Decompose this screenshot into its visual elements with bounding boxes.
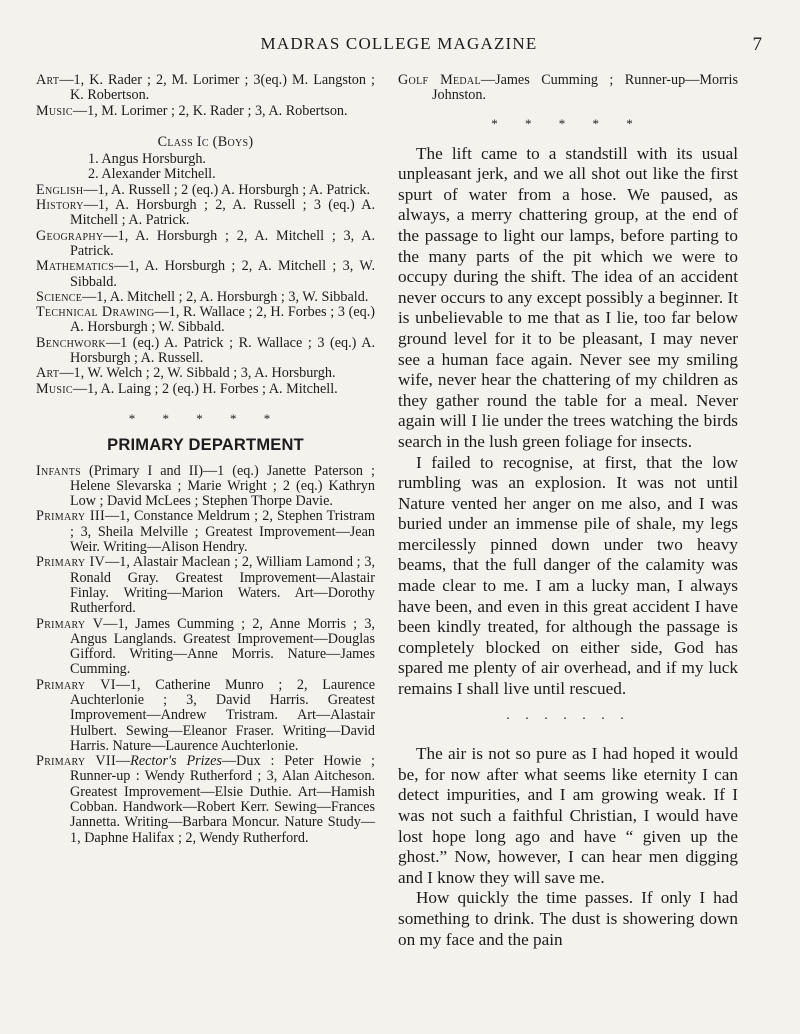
entry-label: Golf Medal [398, 72, 481, 88]
golf-medal-entry [398, 73, 738, 104]
entry-text: —1, A. Horsburgh ; 2, A. Russell ; 3 (eq.) A. Mitchell ; A. Patrick. [70, 197, 375, 229]
entry-text: —1, Constance Meldrum ; 2, Stephen Tristram ; 3, Sheila Melville ; Greatest Improvement—Jean Weir. Writing—Alison Hendry. [70, 508, 375, 556]
prize-entry [36, 382, 375, 397]
page-number: 7 [752, 34, 762, 55]
story-paragraph: How quickly the time passes. If only I had something to drink. The dust is showering down on my face and the pain [398, 888, 738, 949]
entry-text: —1, M. Lorimer ; 2, K. Rader ; 3, A. Robertson. [72, 102, 348, 119]
entry-text: —1, A. Russell ; 2 (eq.) A. Horsburgh ; A. Patrick. [83, 181, 371, 198]
prize-entry [36, 229, 375, 260]
entry-text: —1, A. Laing ; 2 (eq.) H. Forbes ; A. Mitchell. [72, 380, 338, 397]
entry-text: —1, W. Welch ; 2, W. Sibbald ; 3, A. Horsburgh. [59, 365, 336, 382]
prize-entry [36, 198, 375, 229]
prize-entry [36, 555, 375, 616]
prize-entry [36, 305, 375, 336]
story-paragraph: The air is not so pure as I had hoped it would be, for now after what seems like eternity I can detect impurities, and I am growing weak. If I was not such a faithful Christian, I would have lost hope long ago and have “ given up the ghost.” Now, however, I can hear men digging and I know they will save me. [398, 744, 738, 887]
entry-label: Benchwork [36, 334, 106, 351]
entry-label: Mathematics [36, 258, 115, 275]
ranked-name: 2. Alexander Mitchell. [88, 166, 216, 183]
entry-text: —1 (eq.) A. Patrick ; R. Wallace ; 3 (eq.) A. Horsburgh ; A. Russell. [70, 334, 375, 367]
entry-label: Technical Drawing [36, 304, 155, 321]
primary-entries [36, 464, 375, 846]
entry-label: Music [36, 102, 73, 119]
entry-label: Art [36, 72, 60, 88]
left-top-entries [36, 73, 375, 119]
prize-entry [36, 104, 375, 119]
prize-entry [36, 290, 375, 305]
prize-entry [36, 464, 375, 510]
entry-label: History [36, 197, 84, 214]
prize-entry [36, 366, 375, 381]
entry-label: Primary V [36, 615, 104, 632]
entry-text: —1, A. Horsburgh ; 2, A. Mitchell ; 3, W. Sibbald. [70, 258, 375, 290]
left-column [36, 73, 375, 846]
ranked-name: 1. Angus Horsburgh. [88, 151, 206, 168]
entry-text: —1, A. Horsburgh ; 2, A. Mitchell ; 3, A. Patrick. [70, 227, 375, 259]
dotted-break: . . . . . . . [506, 707, 630, 723]
primary-department-heading: PRIMARY DEPARTMENT [107, 436, 304, 455]
entry-label: Geography [36, 227, 104, 244]
entry-text: —1, James Cumming ; 2, Anne Morris ; 3, Angus Langlands. Greatest Improvement—Douglas Gifford. Writing—Anne Morris. Nature—James Cumming. [70, 615, 375, 678]
prize-entry [36, 259, 375, 290]
entry-text: —1, Catherine Munro ; 2, Laurence Auchterlonie ; 3, David Harris. Greatest Improvement—Andrew Tristram. Art—Alastair Hulbert. Sewing—Eleanor Fraser. Writing—David Harris. Nature—Laurence Auchterlonie. [70, 676, 376, 754]
prize-entry [36, 678, 375, 754]
prize-entry [36, 336, 375, 367]
entry-text: —Dux : Peter Howie ; Runner-up : Wendy Rutherford ; 3, Alan Aitcheson. Greatest Improvement—Elsie Duthie. Art—Hamish Cobban. Handwork—Robert Kerr. Sewing—Frances Jannetta. Writing—Barbara Moncur. Nature Study—1, Daphne Halifax ; 2, Wendy Rutherford. [70, 753, 375, 846]
entry-label: Primary VI [36, 676, 116, 693]
entry-label: Infants [36, 462, 81, 479]
entry-italic: Rector's Prizes [130, 753, 222, 770]
entry-text: —James Cumming ; Runner-up—Morris Johnston. [432, 72, 738, 104]
prize-entry [36, 509, 375, 555]
entry-text: (Primary I and II)—1 (eq.) Janette Paterson ; Helene Slevarska ; Marie Wright ; 2 (eq.) Kathryn Low ; David McLees ; Stephen Thorpe Davie. [70, 462, 375, 510]
class-ic-entries [36, 183, 375, 397]
prize-entry: Primary VII—Rector's Prizes—Dux : Peter Howie ; Runner-up : Wendy Rutherford ; 3, Alan Aitcheson. Greatest Improvement—Elsie Duthie. Art—Hamish Cobban. Handwork—Robert Kerr. Sewing—Frances Jannetta. Writing—Barbara Moncur. Nature Study—1, Daphne Halifax ; 2, Wendy Rutherford. [36, 753, 375, 846]
entry-label: Science [36, 288, 83, 305]
entry-text: —1, Alastair Maclean ; 2, William Lamond ; 3, Ronald Gray. Greatest Improvement—Alastair Finlay. Writing—Marion Waters. Art—Dorothy Rutherford. [70, 554, 375, 617]
entry-label: Primary VII [36, 753, 116, 770]
prize-entry [36, 73, 375, 104]
class-ic-heading: Class Ic (Boys) [157, 133, 254, 150]
entry-text: —1, K. Rader ; 2, M. Lorimer ; 3(eq.) M. Langston ; K. Robertson. [59, 72, 375, 104]
section-divider-stars: * * * * * [128, 410, 283, 426]
page-header [36, 34, 762, 58]
magazine-title: MADRAS COLLEGE MAGAZINE [260, 34, 538, 53]
entry-label: Primary IV [36, 554, 106, 571]
prize-entry [36, 183, 375, 198]
entry-label: Art [36, 365, 60, 382]
right-column [398, 73, 738, 950]
entry-label: Music [36, 380, 73, 397]
entry-text: —1, R. Wallace ; 2, H. Forbes ; 3 (eq.) A. Horsburgh ; W. Sibbald. [70, 304, 375, 336]
story-text [398, 144, 738, 951]
prize-entry [36, 617, 375, 678]
story-paragraph: I failed to recognise, at first, that the low rumbling was an explosion. It was not until Nature vented her anger on me also, and I was buried under an immense pile of shale, my legs mercilessly pinned down under two heavy beams, that the full danger of the calamity was made clear to me. I am a lucky man, I always have been, and even in this great accident I have been kindly treated, for although the passage is completely blocked on either side, God has spared me plenty of air overhead, and if my luck remains I shall live until rescued. [398, 452, 738, 699]
section-divider-stars: * * * * * [491, 115, 645, 131]
entry-label: Primary III [36, 508, 105, 525]
entry-text: —1, A. Mitchell ; 2, A. Horsburgh ; 3, W. Sibbald. [82, 288, 369, 305]
story-paragraph: The lift came to a standstill with its usual unpleasant jerk, and we all shot out like the first spurt of water from a hose. We paused, as always, a merry chattering group, at the end of the passage to light our lamps, before parting to the many parts of the pit which we were to occupy during the shift. The idea of an accident never occurs to any except possibly a beginner. It is unbelievable to me that as I lie, too far below ground level for it to be pleasant, I may never see a human face again. Never see my smiling wife, never hear the chattering of my children as they gather round the table for a meal. Never again will I lie under the trees watching the birds search in the lush green foliage for insects. [398, 143, 738, 451]
entry-label: English [36, 181, 84, 198]
